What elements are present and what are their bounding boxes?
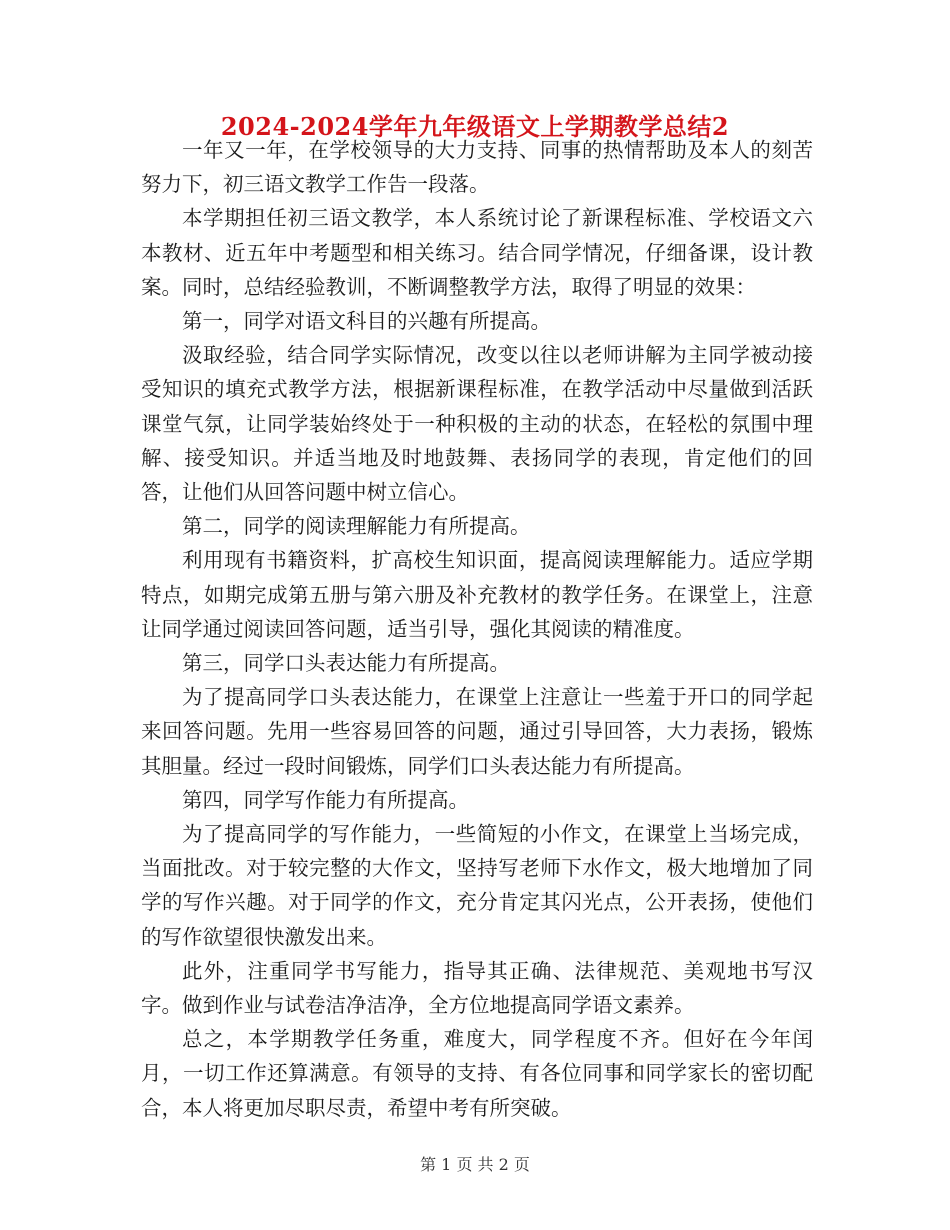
- document-title: 2024-2024学年九年级语文上学期教学总结2: [220, 112, 730, 141]
- paragraph: 总之，本学期教学任务重，难度大，同学程度不齐。但好在今年闰月，一切工作还算满意。有领导的支持、有各位同事和同学家长的密切配合，本人将更加尽职尽责，希望中考有所突破。: [141, 1027, 813, 1120]
- paragraph: 第二，同学的阅读理解能力有所提高。: [182, 514, 531, 539]
- paragraph: 一年又一年，在学校领导的大力支持、同事的热情帮助及本人的刻苦努力下，初三语文教学工作告一段落。: [141, 138, 813, 197]
- document-body: [141, 133, 813, 1125]
- paragraph: 此外，注重同学书写能力，指导其正确、法律规范、美观地书写汉字。做到作业与试卷洁净洁净，全方位地提高同学语文素养。: [141, 958, 813, 1018]
- paragraph: 第四，同学写作能力有所提高。: [182, 787, 469, 812]
- paragraph: 汲取经验，结合同学实际情况，改变以往以老师讲解为主同学被动接受知识的填充式教学方法，根据新课程标准，在教学活动中尽量做到活跃课堂气氛，让同学装始终处于一种积极的主动的状态，在轻松的氛围中理解、接受知识。并适当地及时地鼓舞、表扬同学的表现，肯定他们的回答，让他们从回答问题中树立信心。: [141, 343, 813, 505]
- paragraph: 为了提高同学的写作能力，一些简短的小作文，在课堂上当场完成，当面批改。对于较完整的大作文，坚持写老师下水作文，极大地增加了同学的写作兴趣。对于同学的作文，充分肯定其闪光点，公开表扬，使他们的写作欲望很快激发出来。: [141, 822, 813, 949]
- paragraph: 利用现有书籍资料，扩高校生知识面，提高阅读理解能力。适应学期特点，如期完成第五册与第六册及补充教材的教学任务。在课堂上，注意让同学通过阅读回答问题，适当引导，强化其阅读的精准度。: [141, 548, 813, 641]
- paragraph: 第三，同学口头表达能力有所提高。: [182, 651, 510, 676]
- page-footer: 第 1 页 共 2 页: [420, 1155, 530, 1174]
- paragraph: 第一，同学对语文科目的兴趣有所提高。: [182, 309, 551, 334]
- paragraph: 本学期担任初三语文教学，本人系统讨论了新课程标准、学校语文六本教材、近五年中考题型和相关练习。结合同学情况，仔细备课，设计教案。同时，总结经验教训，不断调整教学方法，取得了明显的效果：: [141, 206, 813, 299]
- paragraph: 为了提高同学口头表达能力，在课堂上注意让一些羞于开口的同学起来回答问题。先用一些容易回答的问题，通过引导回答，大力表扬，锻炼其胆量。经过一段时间锻炼，同学们口头表达能力有所提高。: [141, 685, 813, 778]
